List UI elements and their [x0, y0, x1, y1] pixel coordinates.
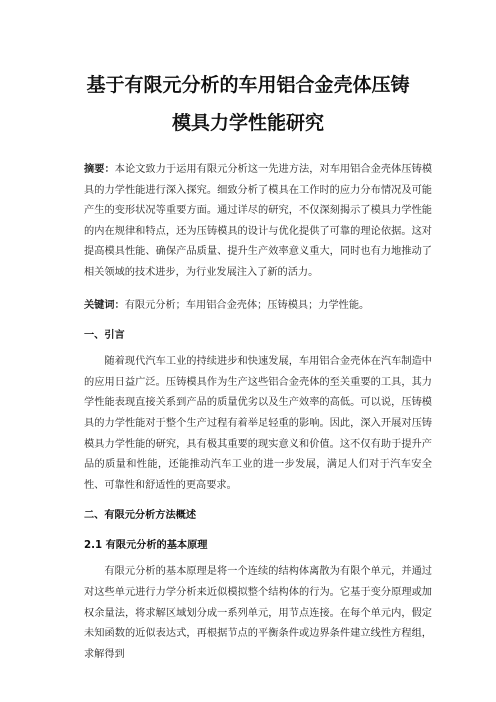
keywords-text: 有限元分析；车用铝合金壳体；压铸模具；力学性能。 [124, 299, 370, 311]
introduction-paragraph: 随着现代汽车工业的持续进步和快速发展，车用铝合金壳体在汽车制造中的应用日益广泛。压铸模具作为生产这些铝合金壳体的至关重要的工具，其力学性能表现直接关系到产品的质量优劣以及生产效率的高低。可以说，压铸模具的力学性能对于整个生产过程有着举足轻重的影响。因此，深入开展对压铸模具力学性能的研究，具有极其重要的现实意义和价值。这不仅有助于提升产品的质量和性能，还能推动汽车工业的进一步发展，满足人们对于汽车安全性、可靠性和舒适性的更高要求。 [84, 356, 432, 491]
section-heading-method-overview: 二、有限元分析方法概述 [84, 510, 197, 522]
basic-principle-paragraph: 有限元分析的基本原理是将一个连续的结构体离散为有限个单元，并通过对这些单元进行力学分析来近似模拟整个结构体的行为。它基于变分原理或加权余量法，将求解区域划分成一系列单元，用节点连接。在每个单元内，假定未知函数的近似表达式，再根据节点的平衡条件或边界条件建立线性方程组，求解得到 [84, 566, 432, 660]
subsection-heading-basic-principle: 2.1 有限元分析的基本原理 [84, 540, 208, 552]
abstract-label: 摘要： [84, 164, 115, 175]
paper-title-line-1: 基于有限元分析的车用铝合金壳体压铸 [86, 74, 410, 96]
paper-title-line-2: 模具力学性能研究 [171, 112, 324, 134]
section-heading-introduction: 一、引言 [84, 330, 125, 342]
abstract-paragraph [84, 160, 432, 284]
keywords-paragraph [84, 296, 432, 317]
keywords-label: 关键词： [84, 299, 125, 311]
abstract-text: 本论文致力于运用有限元分析这一先进方法，对车用铝合金壳体压铸模具的力学性能进行深入探究。细致分析了模具在工作时的应力分布情况及可能产生的变形状况等重要方面。通过详尽的研究，不仅深刻揭示了模具力学性能的内在规律和特点，还为压铸模具的设计与优化提供了可靠的理论依据。这对提高模具性能、确保产品质量、提升生产效率意义重大，同时也有力地推动了相关领域的技术进步，为行业发展注入了新的活力。 [84, 164, 433, 278]
